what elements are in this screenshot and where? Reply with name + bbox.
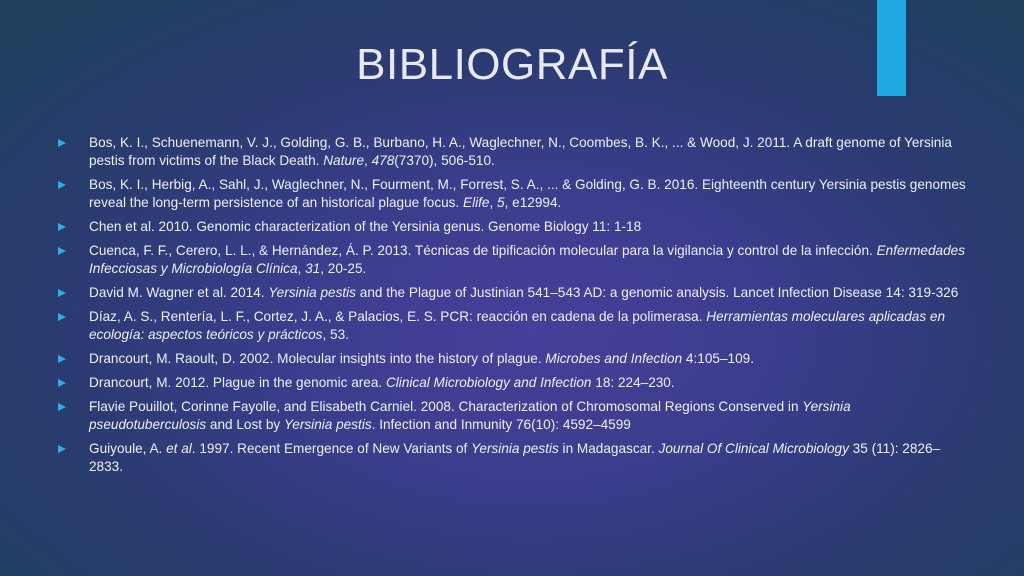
reference-text: in Madagascar. [558,441,659,456]
reference-text: Bos, K. I., Herbig, A., Sahl, J., Waglechner, N., Fourment, M., Forrest, S. A., ... & Golding, G. B. 2016. Eighteenth century Yersinia pestis genomes reveal the long-term persistence of an historical plague focus. [89,177,966,210]
reference-item [58,374,966,392]
reference-item [58,350,966,368]
reference-text: David M. Wagner et al. 2014. [89,285,269,300]
reference-text: Drancourt, M. 2012. Plague in the genomic area. [89,375,386,390]
reference-text: and the Plague of Justinian 541–543 AD: a genomic analysis. Lancet Infection Disease 14: 319-326 [355,285,959,300]
reference-item [58,134,966,170]
reference-item [58,308,966,344]
triangle-right-icon [58,403,66,411]
reference-text: (7370), 506-510. [394,153,495,168]
reference-italic-text: 478 [371,153,395,168]
reference-text: , 53. [322,327,349,342]
triangle-right-icon [58,139,66,147]
reference-text: Guiyoule, A. [89,441,167,456]
reference-italic-text: Microbes and Infection [545,351,683,366]
reference-italic-text: Nature [323,153,365,168]
reference-italic-text: Yersinia pestis [471,441,559,456]
reference-text: Cuenca, F. F., Cerero, L. L., & Hernández, Á. P. 2013. Técnicas de tipificación molecular para la vigilancia y control de la infección. [89,243,877,258]
reference-text: , e12994. [504,195,562,210]
triangle-right-icon [58,247,66,255]
reference-text: Chen et al. 2010. Genomic characterization of the Yersinia genus. Genome Biology 11: 1-18 [89,219,642,234]
reference-text: 18: 224–230. [591,375,675,390]
reference-text: , [364,153,372,168]
reference-italic-text: et al [166,441,192,456]
triangle-right-icon [58,445,66,453]
reference-list [58,134,966,482]
reference-italic-text: Elife [463,195,490,210]
reference-text: . Infection and Inmunity 76(10): 4592–4599 [371,417,631,432]
reference-text: Díaz, A. S., Rentería, L. F., Cortez, J. A., & Palacios, E. S. PCR: reacción en cadena de la polimerasa. [89,309,707,324]
triangle-right-icon [58,289,66,297]
reference-italic-text: Journal Of Clinical Microbiology [658,441,849,456]
reference-italic-text: 5 [497,195,505,210]
reference-italic-text: Herramientas moleculares aplicadas en ecología: aspectos teóricos y prácticos [89,309,946,342]
reference-item [58,398,966,434]
reference-text: 35 (11): 2826–2833. [89,441,941,474]
triangle-right-icon [58,313,66,321]
triangle-right-icon [58,223,66,231]
reference-text: , 20-25. [320,261,367,276]
reference-text: Flavie Pouillot, Corinne Fayolle, and Elisabeth Carniel. 2008. Characterization of Chromosomal Regions Conserved in [89,399,803,414]
reference-item [58,176,966,212]
reference-text: , [489,195,498,210]
reference-item [58,440,966,476]
reference-italic-text: Clinical Microbiology and Infection [385,375,592,390]
reference-item [58,242,966,278]
reference-italic-text: Yersinia pseudotuberculosis [89,399,851,432]
triangle-right-icon [58,379,66,387]
reference-text: Bos, K. I., Schuenemann, V. J., Golding, G. B., Burbano, H. A., Waglechner, N., Coombes, B. K., ... & Wood, J. 2011. A draft genome of Yersinia pestis from victims of the Black Death. [89,135,952,168]
reference-item [58,284,966,302]
reference-italic-text: 31 [305,261,321,276]
reference-italic-text: Yersinia pestis [283,417,372,432]
triangle-right-icon [58,355,66,363]
reference-italic-text: Yersinia pestis [268,285,356,300]
reference-text: 4:105–109. [682,351,754,366]
reference-text: . 1997. Recent Emergence of New Variants of [191,441,472,456]
reference-text: , [297,261,306,276]
reference-item [58,218,966,236]
slide-title: BIBLIOGRAFÍA [356,40,668,89]
reference-italic-text: Enfermedades Infecciosas y Microbiología Clínica [89,243,966,276]
reference-text: and Lost by [206,417,284,432]
triangle-right-icon [58,181,66,189]
reference-text: Drancourt, M. Raoult, D. 2002. Molecular insights into the history of plague. [89,351,546,366]
